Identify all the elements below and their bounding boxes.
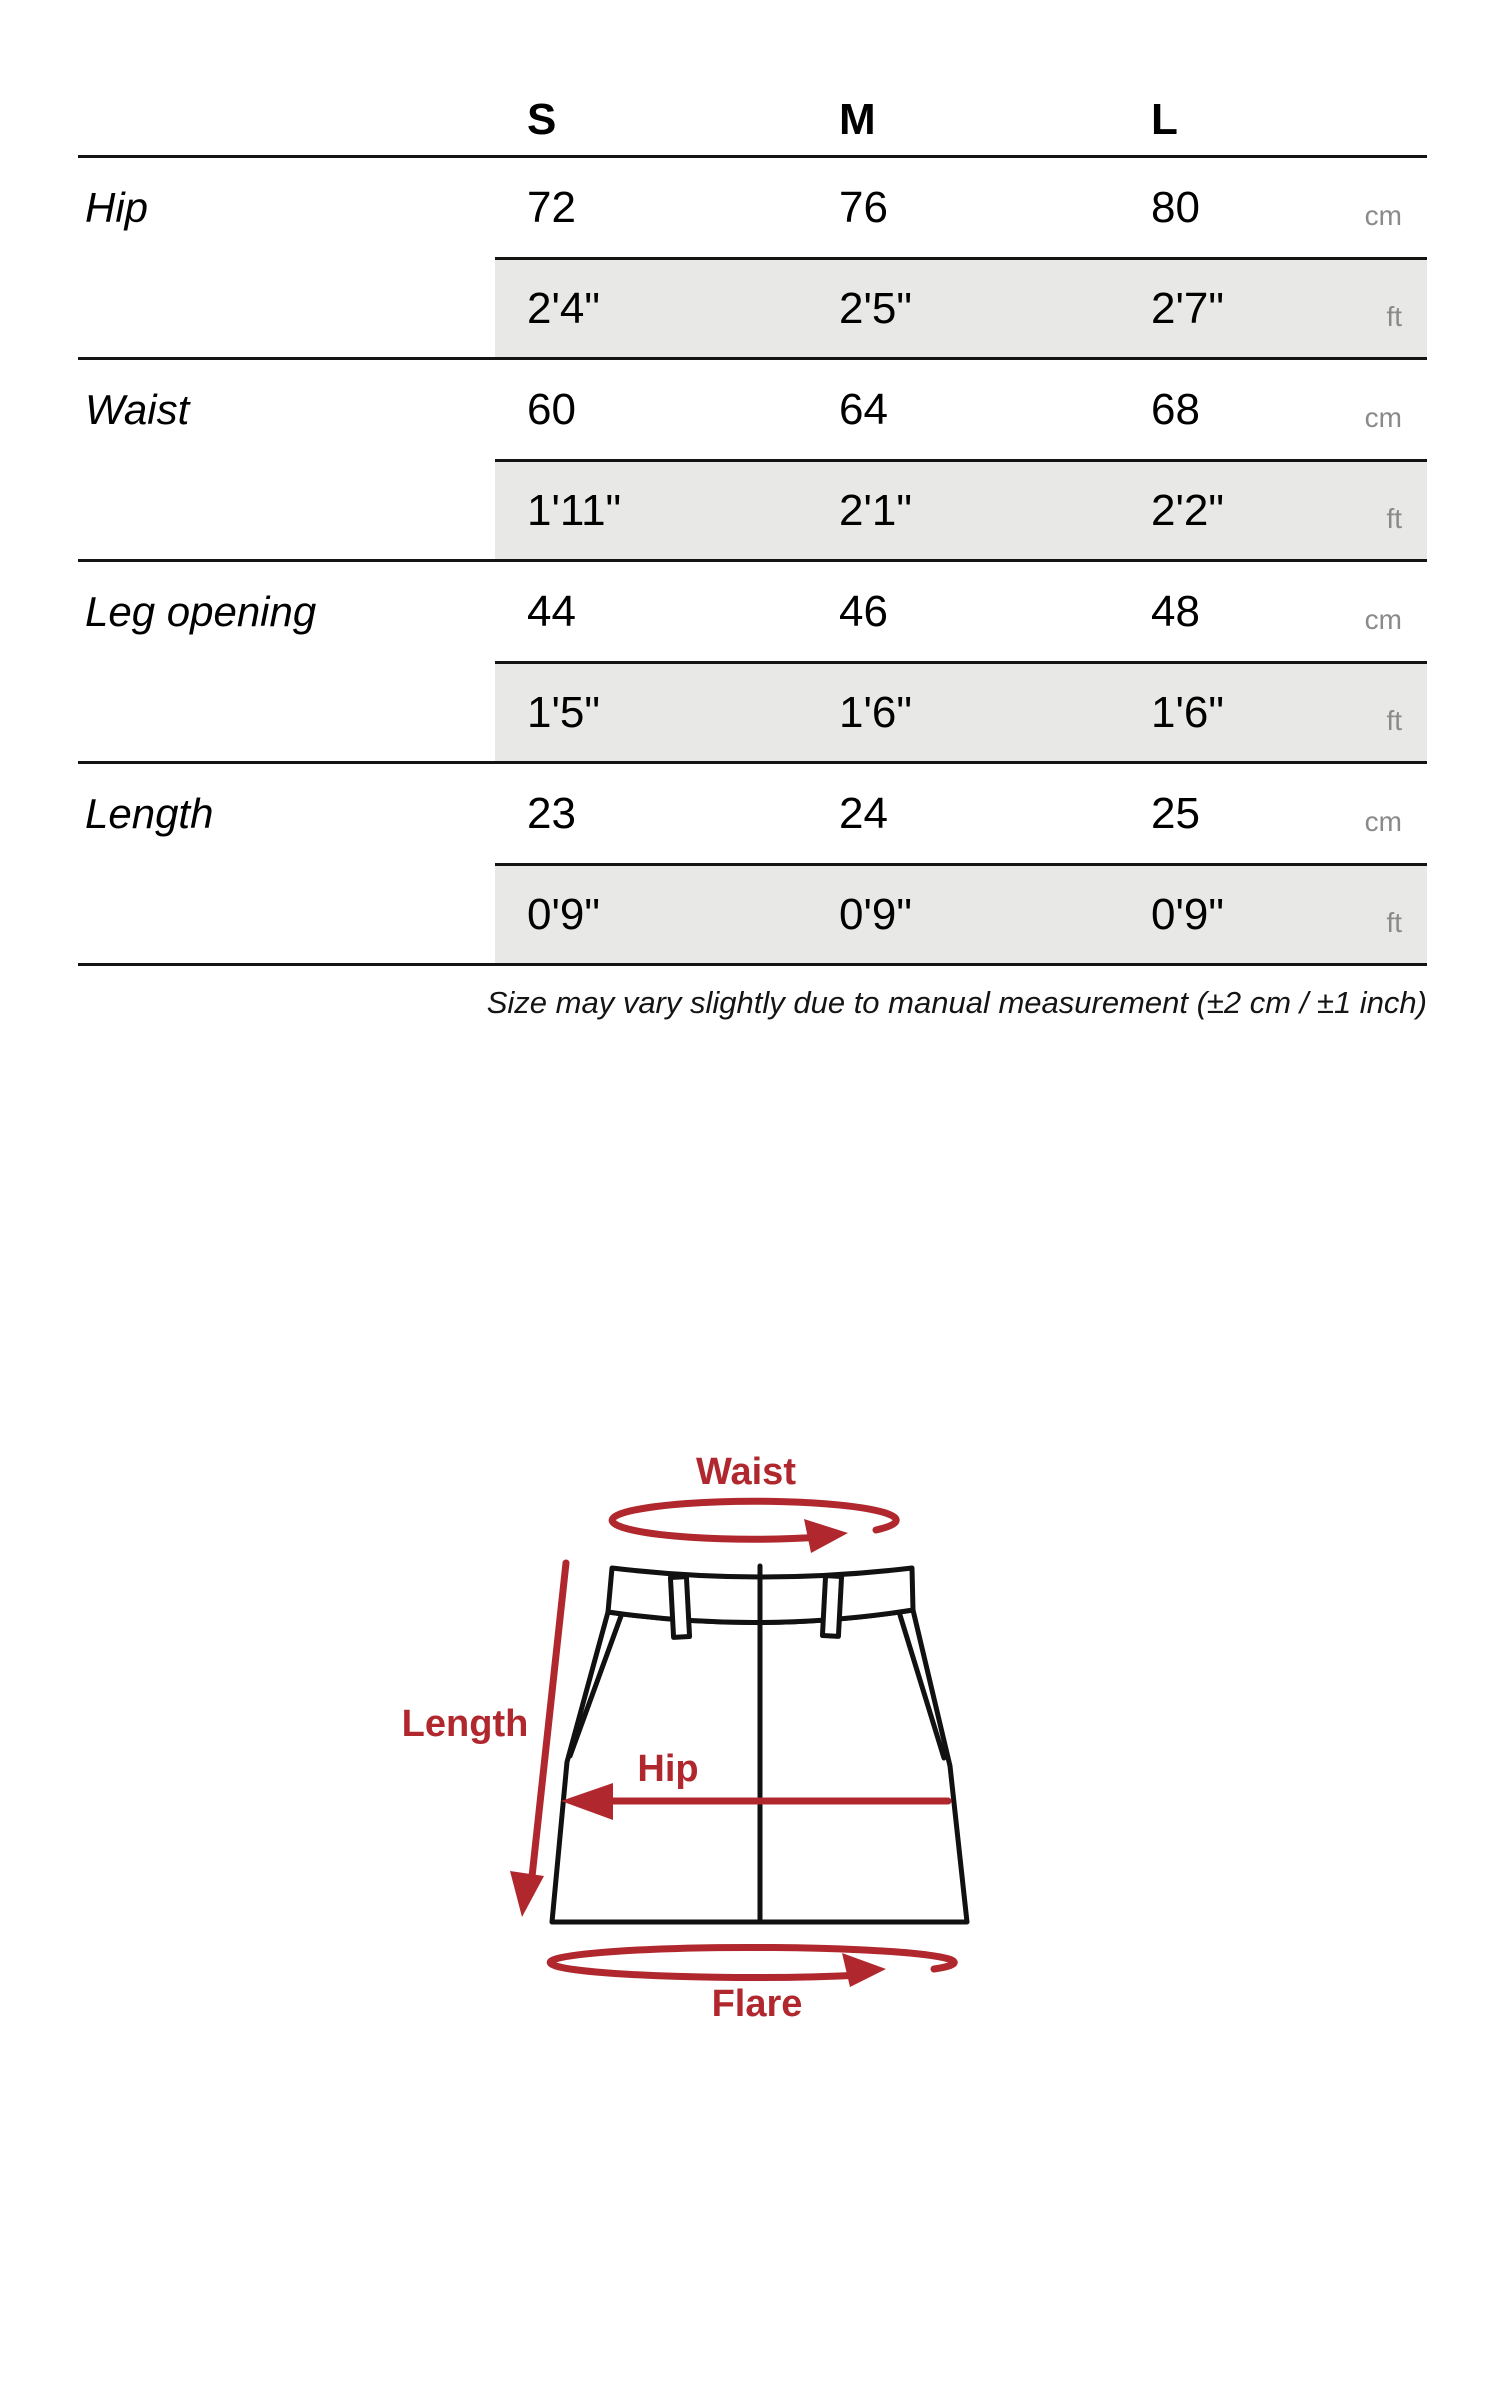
unit-cm-label: cm <box>1364 401 1402 433</box>
hip-m-ft: 2'5" <box>807 257 1119 357</box>
leg-opening-l-ft: 1'6" <box>1119 661 1260 761</box>
waist-s-cm: 60 <box>527 384 576 434</box>
hip-l-cm: 80 <box>1151 182 1200 232</box>
flare-ellipse-arrow <box>550 1947 954 1977</box>
waist-l-ft: 2'2" <box>1119 459 1260 559</box>
length-l-cm: 25 <box>1151 788 1200 838</box>
length-m-cm: 24 <box>839 788 888 838</box>
size-header-l: L <box>1151 95 1178 144</box>
row-label-waist: Waist <box>85 385 190 433</box>
length-m-ft: 0'9" <box>807 863 1119 963</box>
measurement-disclaimer: Size may vary slightly due to manual measurement (±2 cm / ±1 inch) <box>486 985 1427 1020</box>
unit-ft-text: ft <box>1386 906 1402 938</box>
waist-ellipse-arrow <box>612 1501 896 1539</box>
length-l-ft: 0'9" <box>1119 863 1260 963</box>
length-diagram-label: Length <box>401 1703 529 1745</box>
leg-opening-s-ft: 1'5" <box>495 661 807 761</box>
leg-opening-l-cm: 48 <box>1151 586 1200 636</box>
length-s-cm: 23 <box>527 788 576 838</box>
row-label-leg-opening: Leg opening <box>85 587 317 635</box>
unit-cm-label: cm <box>1364 603 1402 635</box>
right-belt-loop <box>822 1576 841 1637</box>
waist-diagram-label: Waist <box>696 1451 796 1493</box>
size-header-m: M <box>839 95 876 144</box>
hip-s-cm: 72 <box>527 182 576 232</box>
hip-s-ft: 2'4" <box>495 257 807 357</box>
length-arrowhead-icon <box>510 1871 544 1917</box>
unit-ft-text: ft <box>1386 300 1402 332</box>
left-belt-loop <box>670 1577 689 1638</box>
hip-m-cm: 76 <box>839 182 888 232</box>
unit-cm-label: cm <box>1364 199 1402 231</box>
flare-arrowhead-icon <box>842 1953 886 1987</box>
flare-diagram-label: Flare <box>711 1983 803 2025</box>
hip-l-ft: 2'7" <box>1119 257 1260 357</box>
unit-ft-text: ft <box>1386 704 1402 736</box>
row-label-length: Length <box>85 789 214 837</box>
leg-opening-m-ft: 1'6" <box>807 661 1119 761</box>
row-label-hip: Hip <box>85 183 149 231</box>
leg-opening-s-cm: 44 <box>527 586 576 636</box>
waist-s-ft: 1'11" <box>495 459 807 559</box>
leg-opening-m-cm: 46 <box>839 586 888 636</box>
waist-l-cm: 68 <box>1151 384 1200 434</box>
waist-m-ft: 2'1" <box>807 459 1119 559</box>
size-header-s: S <box>527 95 557 144</box>
unit-cm-label: cm <box>1364 805 1402 837</box>
length-s-ft: 0'9" <box>495 863 807 963</box>
waist-m-cm: 64 <box>839 384 888 434</box>
unit-ft-text: ft <box>1386 502 1402 534</box>
skirt-drawing <box>552 1566 967 1922</box>
waist-arrowhead-icon <box>804 1519 848 1553</box>
hip-diagram-label: Hip <box>637 1748 699 1790</box>
